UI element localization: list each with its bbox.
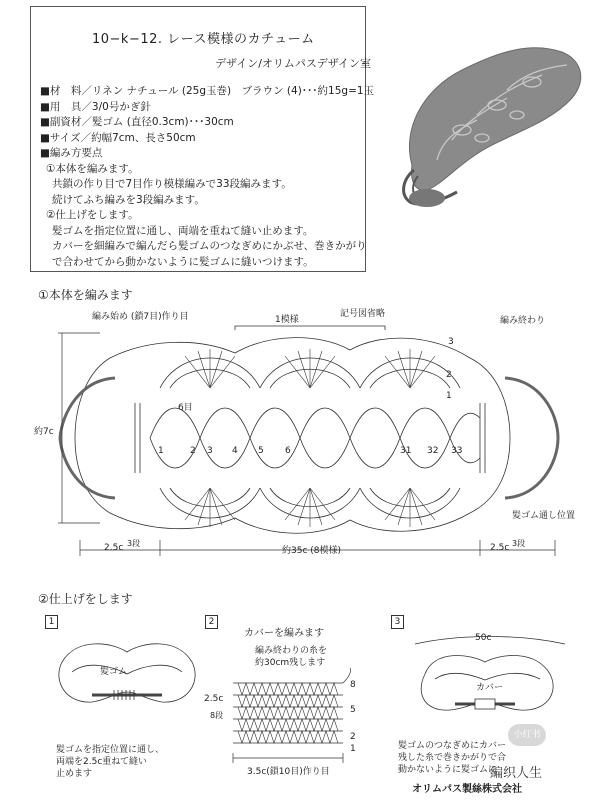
label-rows-left: 3段: [127, 539, 141, 548]
row-number: 33: [451, 446, 463, 456]
row-number: 6: [285, 446, 291, 456]
crochet-chart: [40, 318, 560, 558]
step-number-1: 1: [45, 615, 58, 629]
cover-height-label: 2.5c: [204, 694, 224, 704]
spec-line: ■副資材／髪ゴム (直径0.3cm)･･･30cm: [40, 116, 234, 128]
label-omit: 記号図省略: [340, 309, 386, 319]
cover-row-mark: 8: [350, 680, 356, 690]
step2-note: [255, 645, 327, 669]
row-number: 2: [190, 446, 196, 456]
cover-row-mark: 1: [350, 744, 356, 754]
step2-title: カバーを編みます: [244, 628, 324, 639]
spec-line: ■材 料／リネン ナチュール (25g玉巻) ブラウン (4)･･･約15g=1玉: [40, 85, 375, 97]
designer-credit: デザイン/オリムパスデザイン室: [215, 57, 371, 70]
edge-row-number: 1: [446, 391, 452, 401]
row-number: 4: [232, 446, 238, 456]
label-side-right: 2.5c: [490, 543, 510, 553]
spec-list: [40, 84, 374, 270]
label-length: 約35c (8模様): [282, 546, 342, 556]
edge-row-number: 3: [448, 337, 454, 347]
cover-row-mark: 5: [350, 705, 356, 715]
section2-heading: ②仕上げをします: [38, 592, 133, 606]
label-repeat: 1模様: [275, 315, 299, 325]
label-elastic-position: 髪ゴム通し位置: [512, 511, 576, 521]
step-number-2: 2: [205, 615, 218, 629]
cover-row-mark: 2: [350, 732, 356, 742]
row-number: 5: [258, 446, 264, 456]
row-number: 31: [400, 446, 412, 456]
label-start: 編み始め (鎖7目)作り目: [92, 312, 189, 322]
caption-line: 動かないように髪ゴムに: [398, 765, 498, 775]
step2-cover-chart: [228, 668, 353, 768]
spec-line: 続けてふち編みを3段編みます。: [52, 193, 205, 206]
company-logo: オリムパス製絲株式会社: [412, 784, 522, 795]
step1-diagram: [42, 632, 212, 722]
label-end: 編み終わり: [500, 316, 546, 326]
cover-width-label: 3.5c(鎖10目)作り目: [247, 767, 330, 777]
cover-label: カバー: [476, 683, 504, 693]
spec-line: ■サイズ／約幅7cm、長さ50cm: [40, 131, 196, 144]
spec-line: ■用 具／3/0号かぎ針: [40, 100, 151, 113]
spec-line: ②仕上げをします。: [46, 209, 139, 221]
label-rows-right: 3段: [512, 539, 526, 548]
spec-line: ■編み方要点: [40, 147, 103, 159]
elastic-label: 髪ゴム: [100, 667, 128, 677]
note-line: 約30cm残します: [255, 658, 326, 668]
label-side-left: 2.5c: [104, 543, 124, 553]
headband-illustration: [404, 48, 581, 207]
caption-line: 止めます: [56, 769, 93, 779]
note-line: 編み終わりの糸を: [255, 646, 328, 656]
step3-diagram: [400, 624, 580, 724]
row-label-6: 6目: [178, 403, 193, 413]
watermark-text: 編织人生: [490, 766, 543, 781]
watermark-badge: 小红书: [508, 724, 546, 746]
caption-line: 髪ゴムを指定位置に通し、: [56, 745, 165, 755]
step1-caption: [56, 744, 164, 780]
spec-line: カバーを細編みで編んだら髪ゴムのつなぎめにかぶせ、巻きかがり: [52, 240, 367, 252]
pattern-title: 10−k−12. レース模様のカチューム: [92, 32, 315, 47]
row-number: 3: [207, 446, 213, 456]
caption-line: 残した糸で巻きかがりで合: [398, 753, 507, 763]
row-number: 1: [158, 446, 164, 456]
caption-line: 両端を2.5c重ねて縫い: [56, 757, 148, 767]
product-photo: [382, 20, 592, 220]
spec-line: で合わせてから動かないように髪ゴムに縫いつけます。: [52, 255, 314, 268]
edge-row-number: 2: [446, 370, 452, 380]
step-number-3: 3: [391, 615, 404, 629]
spec-line: 共鎖の作り目で7目作り模様編みで33段編みます。: [52, 178, 292, 190]
cover-rows-label: 8段: [210, 711, 224, 720]
caption-line: 髪ゴムのつなぎめにカバー: [398, 741, 507, 751]
section1-heading: ①本体を編みます: [38, 288, 133, 302]
spec-line: 髪ゴムを指定位置に通し、両端を重ねて縫い止めます。: [52, 224, 314, 237]
label-width: 約7c: [34, 427, 54, 437]
row-number: 32: [427, 446, 439, 456]
spec-line: ①本体を編みます。: [46, 162, 139, 175]
length-label: 50c: [475, 633, 492, 643]
